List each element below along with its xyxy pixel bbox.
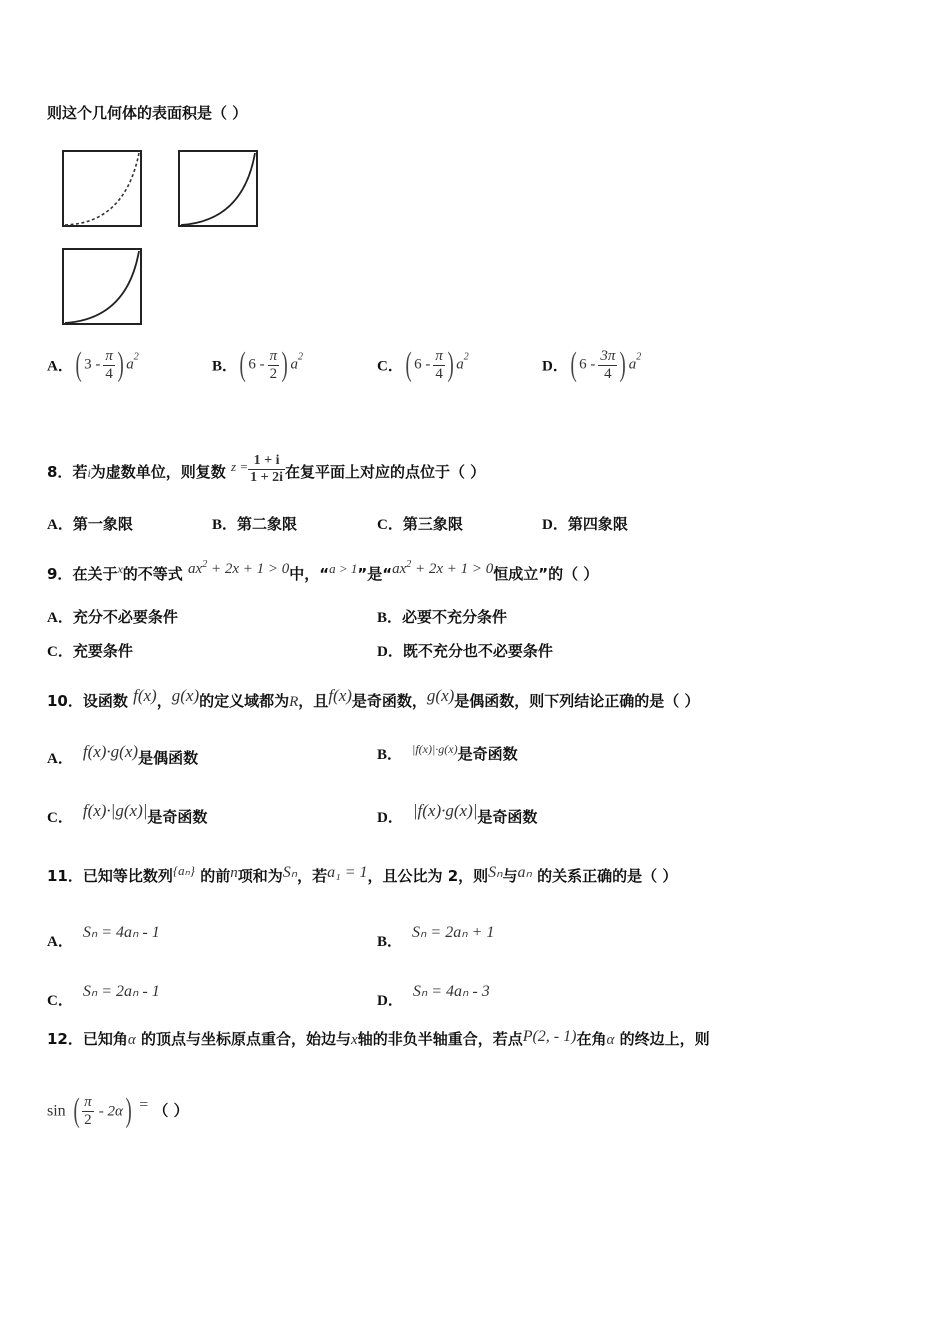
option-label: C．	[47, 993, 73, 1009]
q12-P: P(2, - 1)	[522, 1028, 577, 1045]
q10-p5: 是偶函数，则下列结论正确的是（ ）	[454, 692, 700, 710]
q9-ineq-b2: + 2x + 1 > 0	[411, 561, 494, 577]
q9-p2: 的不等式	[122, 565, 183, 583]
q9-ineq-a: ax	[188, 561, 203, 577]
option-text: 充分不必要条件	[72, 608, 178, 626]
q11-a1: a₁ = 1	[327, 864, 368, 881]
option-label: B．	[377, 747, 403, 763]
q7-option-d	[542, 346, 641, 384]
q11-p2: 的前	[200, 867, 231, 885]
q8-z: z =	[231, 459, 249, 474]
q9-option-d	[377, 640, 553, 661]
option-fraction	[103, 348, 115, 383]
q11-p3: 项和为	[237, 867, 283, 885]
q11-number: 11．	[47, 867, 83, 885]
option-label: C．	[47, 810, 73, 826]
q8-stem	[47, 453, 485, 486]
q10-p2: 的定义域都为	[199, 692, 290, 710]
q12-num: π	[84, 1093, 92, 1110]
option-fraction	[433, 348, 445, 383]
q11-option-c	[47, 981, 160, 1010]
q12-rest: - 2α	[98, 1103, 123, 1120]
q10-p4: 是奇函数，	[351, 692, 427, 710]
option-text: 是偶函数	[138, 749, 199, 767]
q8-fraction	[248, 453, 285, 486]
q8-option-c	[377, 513, 463, 534]
q10-f: f(x)	[133, 686, 157, 705]
q11-p4: ，若	[297, 867, 328, 885]
q8-pre: 若	[72, 463, 88, 481]
q12-number: 12．	[47, 1030, 83, 1048]
fraction-num: π	[435, 347, 443, 364]
q8-option-b	[212, 513, 297, 534]
q11-p7: 的关系正确的是（ ）	[537, 867, 678, 885]
q9-p5: 恒成立”的（ ）	[493, 565, 599, 583]
q9-pow2: 2	[406, 559, 412, 570]
option-head: 3 -	[84, 356, 101, 373]
q11-seq: {aₙ}	[172, 863, 195, 878]
left-paren: (	[75, 346, 82, 383]
q12-p5: 的终边上，则	[619, 1030, 710, 1048]
q7-option-c	[377, 346, 469, 384]
q12-p4: 在角	[576, 1030, 607, 1048]
fraction-den: 2	[269, 365, 278, 382]
fraction-num: π	[105, 347, 113, 364]
q8-option-a	[47, 513, 133, 534]
q10-stem	[47, 686, 700, 711]
option-text: 必要不充分条件	[402, 608, 508, 626]
option-label: C．	[377, 358, 403, 375]
option-label: D．	[377, 644, 403, 660]
option-label: A．	[47, 934, 73, 950]
fraction-num: 3π	[600, 347, 616, 364]
q9-p1: 在关于	[72, 565, 118, 583]
q8-post: 在复平面上对应的点位于（ ）	[285, 463, 486, 481]
option-label: D．	[377, 810, 403, 826]
q11-an: aₙ	[517, 864, 532, 881]
option-expr: Sₙ = 4aₙ - 1	[82, 924, 160, 941]
option-pow: 2	[133, 351, 139, 363]
q10-comma: ，	[156, 692, 172, 710]
q9-option-b	[377, 606, 507, 627]
q12-p2: 的顶点与坐标原点重合，始边与	[141, 1030, 352, 1048]
left-paren: (	[405, 346, 412, 383]
side-view	[179, 151, 257, 226]
q12-alpha2: α	[606, 1032, 615, 1048]
q12-lparen: (	[73, 1092, 80, 1129]
right-paren: )	[281, 346, 288, 383]
option-label: A．	[47, 358, 73, 375]
q12-eq: =	[139, 1096, 149, 1114]
option-pow: 2	[463, 351, 469, 363]
left-paren: (	[570, 346, 577, 383]
q12-den: 2	[84, 1111, 92, 1128]
fraction-den: 4	[105, 365, 113, 382]
option-pow: 2	[297, 351, 303, 363]
q9-ineq-b: + 2x + 1 > 0	[207, 561, 290, 577]
option-tail: a	[456, 356, 464, 373]
q12-expression	[47, 1092, 189, 1130]
option-expr: Sₙ = 4aₙ - 3	[412, 983, 490, 1000]
q11-option-a	[47, 922, 160, 951]
q12-p1: 已知角	[82, 1030, 128, 1048]
option-expr: |f(x)|·g(x)	[412, 742, 458, 756]
q10-number: 10．	[47, 692, 83, 710]
left-paren: (	[239, 346, 246, 383]
q9-ineq-a2: ax	[392, 561, 407, 577]
option-label: B．	[212, 517, 238, 533]
q11-p6: 与	[502, 867, 518, 885]
q12-fraction	[82, 1094, 94, 1129]
option-label: B．	[212, 358, 238, 375]
q12-sin: sin	[47, 1102, 66, 1120]
q9-cond: a > 1	[329, 561, 358, 576]
option-label: D．	[542, 517, 568, 533]
q10-f2: f(x)	[328, 686, 352, 705]
q11-Sn2: Sₙ	[488, 864, 503, 881]
q11-p5: ，且公比为 2，则	[367, 867, 489, 885]
q10-R: R	[289, 694, 299, 710]
q11-option-d	[377, 981, 490, 1010]
option-fraction	[598, 348, 617, 383]
option-text: 是奇函数	[477, 808, 538, 826]
option-head: 6 -	[579, 356, 596, 373]
option-text: 是奇函数	[457, 745, 518, 763]
option-text: 第三象限	[402, 515, 463, 533]
right-paren: )	[619, 346, 627, 383]
option-text: 充要条件	[72, 642, 133, 660]
option-head: 6 -	[414, 356, 431, 373]
option-head: 6 -	[248, 356, 265, 373]
q11-stem	[47, 862, 677, 886]
option-tail: a	[290, 356, 298, 373]
q12-p3: 轴的非负半轴重合，若点	[357, 1030, 523, 1048]
q10-option-c	[47, 801, 207, 827]
q9-number: 9．	[47, 565, 73, 583]
q10-option-b	[377, 742, 518, 764]
q9-option-c	[47, 640, 133, 661]
q9-p3: 中，“	[289, 565, 330, 583]
option-label: C．	[377, 517, 403, 533]
q11-option-b	[377, 922, 494, 951]
option-pow: 2	[636, 351, 642, 363]
q8-num: 1 + i	[248, 453, 285, 470]
q10-g2: g(x)	[426, 686, 455, 705]
option-label: A．	[47, 610, 73, 626]
option-fraction	[268, 348, 280, 383]
fraction-den: 4	[435, 365, 443, 382]
q9-p4: ”是“	[357, 565, 393, 583]
option-text: 第二象限	[237, 515, 298, 533]
q7-stem: 则这个几何体的表面积是（ ）	[47, 104, 248, 122]
right-paren: )	[117, 346, 124, 383]
q11-p1: 已知等比数列	[82, 867, 173, 885]
q7-option-a	[47, 346, 139, 384]
option-text: 第一象限	[72, 515, 133, 533]
option-expr: f(x)·|g(x)|	[82, 801, 148, 820]
option-label: A．	[47, 517, 73, 533]
q12-stem	[47, 1028, 710, 1049]
right-paren: )	[447, 346, 454, 383]
q7-option-b	[212, 346, 303, 384]
option-text: 既不充分也不必要条件	[402, 642, 553, 660]
option-expr: Sₙ = 2aₙ + 1	[412, 924, 495, 941]
option-expr: |f(x)·g(x)|	[412, 801, 478, 820]
q12-rparen: )	[125, 1092, 132, 1129]
option-label: B．	[377, 934, 403, 950]
option-label: A．	[47, 751, 73, 767]
q12-x: x	[351, 1032, 358, 1048]
three-view-figure	[55, 145, 275, 335]
q10-option-a	[47, 742, 198, 768]
option-label: D．	[377, 993, 403, 1009]
q9-stem	[47, 559, 598, 584]
q9-x: x	[117, 562, 123, 576]
q10-p3: ，且	[298, 692, 329, 710]
option-tail: a	[126, 356, 134, 373]
q8-den: 1 + 2i	[250, 470, 284, 485]
q8-i: i	[87, 466, 91, 480]
option-text: 是奇函数	[147, 808, 208, 826]
fraction-den: 4	[604, 365, 612, 382]
option-expr: f(x)·g(x)	[82, 742, 139, 761]
q9-option-a	[47, 606, 178, 627]
q10-option-d	[377, 801, 537, 827]
q8-mid: 为虚数单位，则复数	[90, 463, 226, 481]
option-tail: a	[628, 356, 637, 373]
option-label: D．	[542, 358, 568, 375]
q12-alpha: α	[127, 1032, 136, 1048]
option-text: 第四象限	[567, 515, 628, 533]
q9-pow: 2	[202, 559, 208, 570]
q10-p1: 设函数	[82, 692, 128, 710]
front-view	[63, 151, 141, 226]
q8-option-d	[542, 513, 628, 534]
q12-blank: （ ）	[153, 1101, 189, 1120]
top-view	[63, 249, 141, 324]
fraction-num: π	[269, 347, 278, 364]
option-label: C．	[47, 644, 73, 660]
q8-number: 8．	[47, 463, 73, 481]
option-label: B．	[377, 610, 403, 626]
q11-n: n	[230, 865, 238, 881]
q10-g: g(x)	[171, 686, 200, 705]
option-expr: Sₙ = 2aₙ - 1	[82, 983, 160, 1000]
q11-Sn: Sₙ	[282, 864, 298, 881]
